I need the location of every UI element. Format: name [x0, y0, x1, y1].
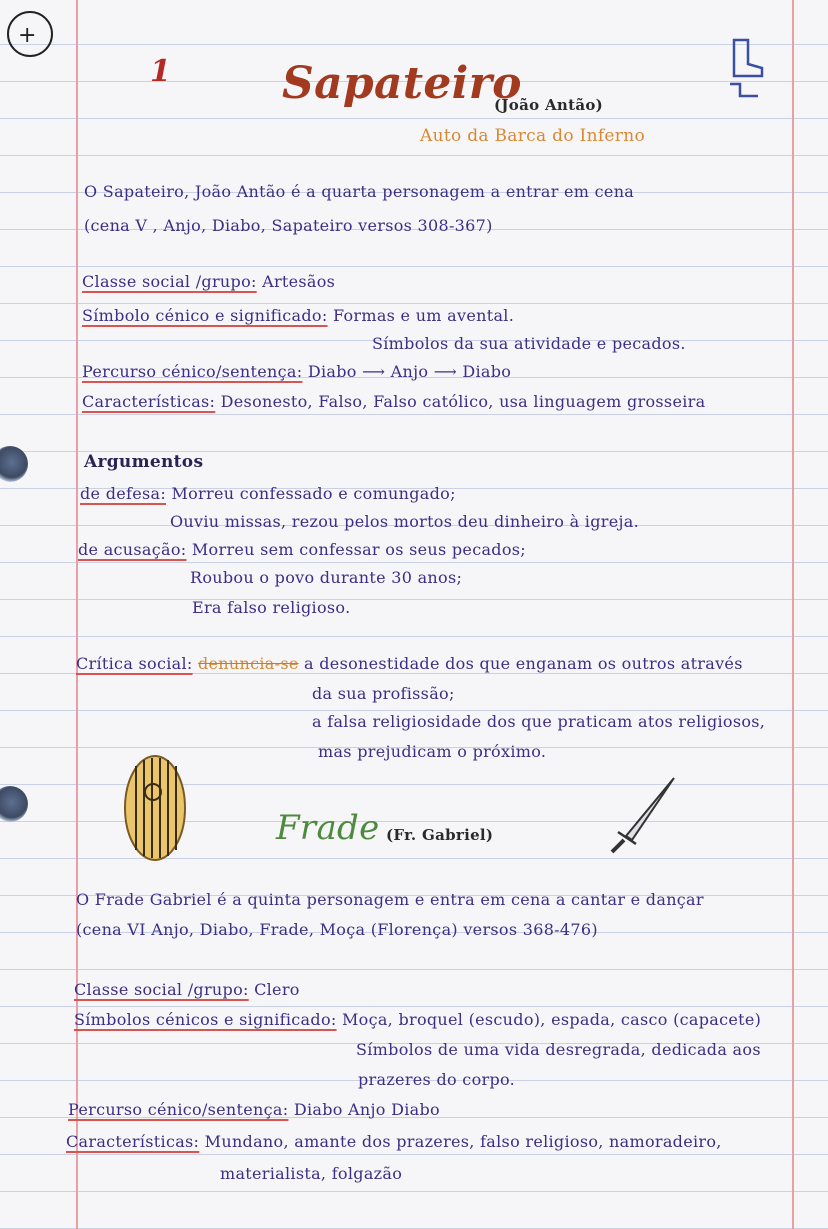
- caract-label: Características:: [82, 392, 216, 411]
- frade-title: Frade: [276, 808, 380, 848]
- critica-line: a desonestidade dos que enganam os outros através: [304, 654, 743, 673]
- critica-line: a falsa religiosidade dos que praticam atos religiosos,: [312, 712, 766, 731]
- frade-intro-line: (cena VI Anjo, Diabo, Frade, Moça (Florença) versos 368-476): [76, 920, 598, 939]
- critica-line: mas prejudicam o próximo.: [318, 742, 547, 761]
- frade-simbolos-value-3: prazeres do corpo.: [358, 1070, 516, 1089]
- page-mark-circle: [4, 8, 56, 60]
- binder-hole: [0, 446, 28, 482]
- classe-label: Classe social /grupo:: [82, 272, 257, 291]
- acusacao-label: de acusação:: [78, 540, 187, 559]
- defesa-line: Ouviu missas, rezou pelos mortos deu dinheiro à igreja.: [170, 512, 639, 531]
- page-mark-text: +: [18, 23, 37, 48]
- frade-caract-value-2: materialista, folgazão: [220, 1164, 403, 1183]
- frade-intro-line: O Frade Gabriel é a quinta personagem e entra em cena a cantar e dançar: [76, 890, 704, 909]
- percurso-value: Diabo ⟶ Anjo ⟶ Diabo: [307, 362, 512, 381]
- frade-simbolos-label: Símbolos cénicos e significado:: [74, 1010, 337, 1029]
- simbolo-label: Símbolo cénico e significado:: [82, 306, 328, 325]
- right-margin-line: [792, 0, 794, 1229]
- intro-line: O Sapateiro, João Antão é a quarta personagem a entrar em cena: [84, 182, 635, 201]
- page-number: 1: [150, 54, 172, 89]
- binder-hole: [0, 786, 28, 822]
- frade-simbolos-value: Moça, broquel (escudo), espada, casco (capacete): [341, 1010, 762, 1029]
- work-title: Auto da Barca do Inferno: [420, 126, 645, 146]
- acusacao-line: Era falso religioso.: [192, 598, 351, 617]
- simbolo-value-2: Símbolos da sua atividade e pecados.: [372, 334, 686, 353]
- percurso-label: Percurso cénico/sentença:: [82, 362, 303, 381]
- intro-line: (cena V , Anjo, Diabo, Sapateiro versos 308-367): [84, 216, 493, 235]
- frade-percurso-label: Percurso cénico/sentença:: [68, 1100, 289, 1119]
- argumentos-heading: Argumentos: [84, 452, 204, 472]
- frade-classe-label: Classe social /grupo:: [74, 980, 249, 999]
- classe-value: Artesãos: [262, 272, 336, 291]
- simbolo-value: Formas e um avental.: [332, 306, 515, 325]
- defesa-label: de defesa:: [80, 484, 167, 503]
- boot-icon: [722, 34, 772, 104]
- defesa-line: Morreu confessado e comungado;: [171, 484, 456, 503]
- frade-caract-label: Características:: [66, 1132, 200, 1151]
- frade-simbolos-value-2: Símbolos de uma vida desregrada, dedicada aos: [356, 1040, 761, 1059]
- frade-percurso-value: Diabo Anjo Diabo: [293, 1100, 440, 1119]
- acusacao-line: Roubou o povo durante 30 anos;: [190, 568, 463, 587]
- critica-label: Crítica social:: [76, 654, 193, 673]
- acusacao-line: Morreu sem confessar os seus pecados;: [191, 540, 526, 559]
- caract-value: Desonesto, Falso, Falso católico, usa linguagem grosseira: [220, 392, 706, 411]
- critica-line: da sua profissão;: [312, 684, 455, 703]
- shield-icon: [120, 752, 190, 864]
- frade-classe-value: Clero: [254, 980, 300, 999]
- sword-icon: [604, 774, 678, 856]
- page-title: Sapateiro: [282, 58, 522, 109]
- frade-subtitle: (Fr. Gabriel): [386, 826, 494, 844]
- frade-caract-value: Mundano, amante dos prazeres, falso religioso, namoradeiro,: [204, 1132, 722, 1151]
- critica-strike: denuncia-se: [198, 654, 299, 673]
- left-margin-line: [76, 0, 78, 1229]
- title-subtitle: (João Antão): [494, 96, 604, 114]
